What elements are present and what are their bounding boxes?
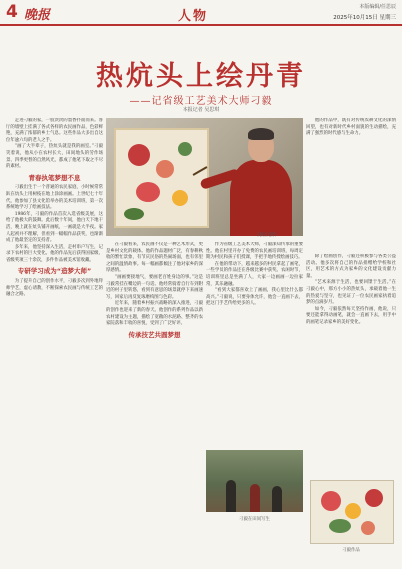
masthead bbox=[0, 0, 402, 26]
paper-logo: 晚报 bbox=[24, 8, 51, 23]
section-title: 人物 bbox=[178, 9, 209, 24]
article-column-1 bbox=[6, 118, 103, 563]
paragraph: 除了绘画创作，刁毅还积极参与各类公益活动。他多次将自己的作品捐赠给学校和社区，用艺术的方式为家乡的文化建设贡献力量。 bbox=[306, 254, 396, 279]
paragraph: 1986年，刁毅的作品首次入选省级美展，这给了他极大的鼓舞。此后数十年间，他白天下地干活，晚上就在炕头铺开画纸，一画就是大半夜。家人起初并不理解，但看到一幅幅作品获奖，也渐渐成了他最坚定的支持者。 bbox=[6, 211, 103, 244]
photo-field-sketching bbox=[206, 450, 303, 512]
section-subheading: 青春执笔梦想不息 bbox=[28, 173, 81, 182]
article-headline: 热炕头上绘丹青 bbox=[96, 61, 306, 92]
paragraph: 为了提升自己的创作水平，刁毅多次到外地拜师学艺，虚心请教，不断探索农民画与传统工艺的融合之路。 bbox=[6, 279, 103, 298]
main-photo-painter bbox=[106, 118, 303, 236]
issue-date: 2025年10月15日 星期三 bbox=[333, 15, 396, 21]
page-number: 4 bbox=[6, 2, 18, 22]
paragraph: 在他的带动下，越来越多的村民拿起了画笔，一些学员的作品还在各级比赛中获奖。农闲时节，培训班里总是坐满了人，大家一边画画一边拉家常，其乐融融。 bbox=[206, 261, 303, 287]
paragraph: “画了大半辈子，热炕头就是我的画室。”刁毅笑着说，他从小在农村长大，田间地头的劳作场景、四季更替的自然风光，都成了他笔下取之不尽的素材。 bbox=[6, 144, 103, 170]
paragraph: 在刁毅看来，农民画不仅是一种艺术形式，更是乡村文化的载体。他的作品题材广泛，有春耕秋收的繁忙景象，有节庆民俗的热闹场面，也有邻里之间的温情故事。每一幅画都倾注了他对家乡的深厚感情。 bbox=[106, 242, 203, 274]
painter-figure bbox=[226, 126, 296, 236]
paragraph: 作为省级工艺美术大师，刁毅深知传承的重要性。他在村里开办了免费的农民画培训班，每周定期为村民和孩子们授课，手把手地传授绘画技巧。 bbox=[206, 242, 303, 261]
paragraph: 走进刁毅的家，一股淡淡的墨香扑面而来。客厅的墙壁上挂满了各式各样的农民画作品，色彩鲜艳，充满了浓郁的乡土气息。这些作品大多出自这位年逾六旬的老人之手。 bbox=[6, 118, 103, 143]
article-byline: 本报记者 吴思琪 bbox=[182, 107, 220, 113]
paragraph: 他的作品中，既有对传统农耕文化的深情回望，也有对新时代乡村面貌的生动描绘，充满了强烈的时代感与生命力。 bbox=[306, 118, 396, 137]
paragraph: 如今，刁毅依然每天坚持作画，他说，只要还能拿得动画笔，就会一直画下去，用手中的画笔记录家乡的美好变化。 bbox=[306, 306, 396, 325]
article-column-4b bbox=[306, 254, 396, 474]
paragraph: “画画要接地气，要画老百姓身边的事。”这是刁毅常挂在嘴边的一句话。他经常骑着自行车到附近的村子里转悠，看到有意思的场景就停下来画速写，回家后再反复琢磨构图与色彩。 bbox=[106, 274, 203, 300]
photo-caption-field: 刁毅在田间写生 bbox=[239, 517, 270, 522]
artwork-photo bbox=[310, 480, 394, 544]
section-subheading: 传承技艺共圆梦想 bbox=[128, 330, 181, 339]
article-subheadline: ——记省级工艺美术大师刁毅 bbox=[129, 96, 273, 107]
photo-caption-main: 刁毅在创作 bbox=[255, 233, 277, 238]
paragraph: 刁毅出生于一个普通的农民家庭，小时候常常趴在炕头上用树枝在地上涂涂画画。上世纪七十年代，他参加了县文化馆举办的美术培训班，第一次系统地学习了绘画技法。 bbox=[6, 185, 103, 211]
editor-line: 本版编辑/任思辰 bbox=[359, 4, 396, 10]
article-column-2 bbox=[106, 242, 203, 563]
paragraph: “看到大家都喜欢上了画画，我心里比什么都高兴。”刁毅说，只要身体允许，他会一直画下去，把这门手艺传给更多的人。 bbox=[206, 288, 303, 307]
photo-caption-artwork: 刁毅作品 bbox=[342, 548, 360, 553]
article-column-4 bbox=[306, 118, 396, 250]
painting-scroll bbox=[114, 128, 209, 228]
paragraph: 多年来，他坚持深入生活，走村串户写生，记录下农村的巨大变化。他的作品先后获得国家级、省级奖项三十余次，多件作品被美术馆收藏。 bbox=[6, 244, 103, 263]
paragraph: 近年来，随着乡村振兴战略的深入推进，刁毅的创作也迎来了新的春天。他创作的系列作品以新农村建设为主题，描绘了宽敞的水泥路、整齐的农家院落和丰收的喜悦，受到了广泛好评。 bbox=[106, 301, 203, 327]
paragraph: “艺术来源于生活，也要回馈于生活。”在刁毅心中，那方小小的热炕头，承载着他一生的热爱与坚守，也见证了一位农民画家执着追梦的点滴岁月。 bbox=[306, 280, 396, 306]
article-column-3 bbox=[206, 242, 303, 446]
section-subheading: 专研学习成为“造梦大师” bbox=[17, 267, 92, 276]
